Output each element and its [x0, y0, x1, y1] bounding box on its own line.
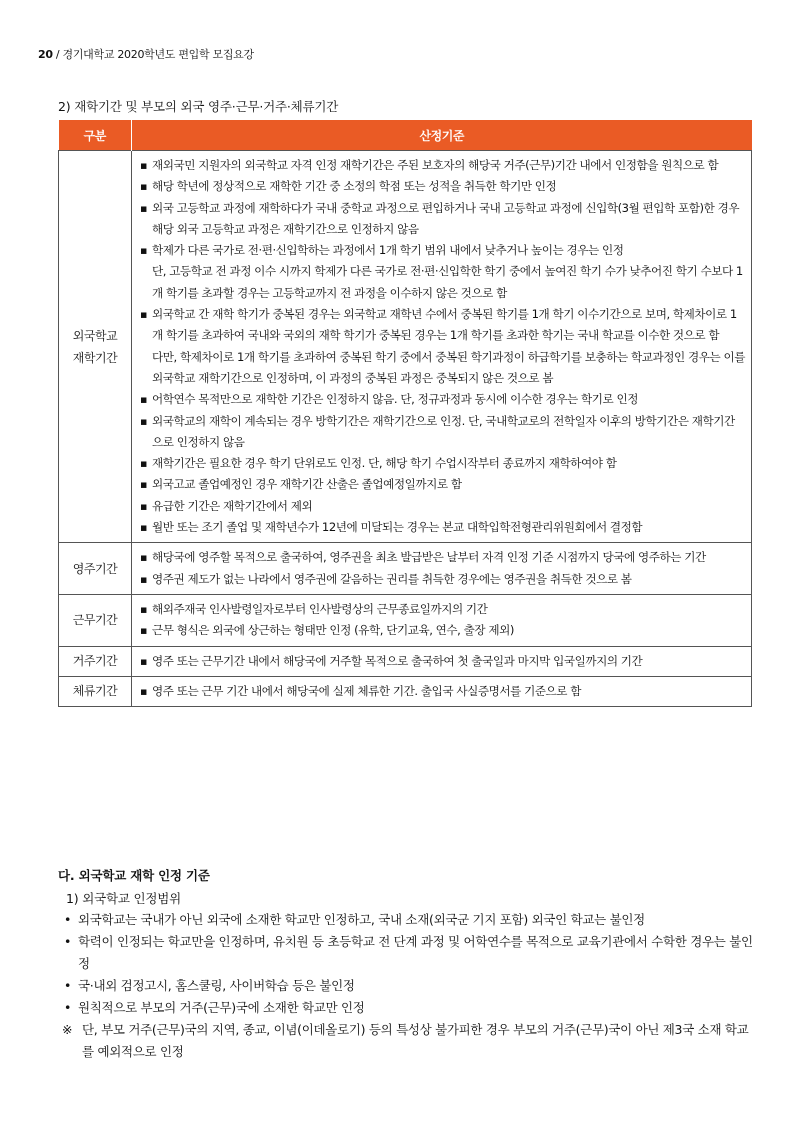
- criteria-text: ▪ 외국고교 졸업예정인 경우 재학기간 산출은 졸업예정일까지로 함: [152, 477, 462, 492]
- list-item: • 학력이 인정되는 학교만을 인정하며, 유치원 등 초등학교 전 단계 과정 및 어학연수를 목적으로 교육기관에서 수학한 경우는 불인정: [62, 931, 756, 975]
- note-text: 단, 부모 거주(근무)국의 지역, 종교, 이념(이데올로기) 등의 특성상 불가피한 경우 부모의 거주(근무)국이 아닌 제3국 소재 학교를 예외적으로 인정: [82, 1022, 749, 1059]
- criteria-text: ▪ 유급한 기간은 재학기간에서 제외: [152, 498, 313, 513]
- list-item: [138, 474, 745, 495]
- header-title: 경기대학교 2020학년도 편입학 모집요강: [62, 48, 254, 61]
- table-row: [59, 594, 752, 646]
- list-item: • 원칙적으로 부모의 거주(근무)국에 소재한 학교만 인정: [62, 997, 756, 1019]
- list-item: [138, 453, 745, 474]
- row-criteria: [132, 676, 752, 706]
- row-category: 영주기간: [59, 543, 132, 595]
- criteria-text: ▪ 영주권 제도가 없는 나라에서 영주권에 갈음하는 권리를 취득한 경우에는 영주권을 취득한 것으로 봄: [152, 571, 632, 586]
- criteria-text: 다만, 학제차이로 1개 학기를 초과하여 중복된 학기 중에서 중복된 학기과정이 하급학기를 보충하는 학교과정인 경우는 이를 외국학교 재학기간으로 인정하며, 이 과정의 중복된 과정은 중복되지 않은 것으로 봄: [152, 349, 745, 385]
- list-item: [138, 155, 745, 176]
- criteria-text: ▪ 해외주재국 인사발령일자로부터 인사발령상의 근무종료일까지의 기간: [152, 601, 488, 616]
- row-category: 외국학교 재학기간: [59, 151, 132, 543]
- list-item: [138, 651, 745, 672]
- criteria-list: [138, 155, 745, 538]
- section2-subtitle: 1) 외국학교 인정범위: [66, 891, 181, 906]
- row-category: 거주기간: [59, 646, 132, 676]
- page-header: [38, 46, 254, 62]
- criteria-list: [138, 547, 745, 590]
- list-item: • 외국학교는 국내가 아닌 외국에 소재한 학교만 인정하고, 국내 소재(외국군 기지 포함) 외국인 학교는 불인정: [62, 909, 756, 931]
- row-criteria: [132, 594, 752, 646]
- section2-title: 다. 외국학교 재학 인정 기준: [58, 868, 210, 883]
- page-number: 20: [38, 48, 53, 61]
- header-separator: /: [55, 48, 60, 61]
- criteria-text: ▪ 재학기간은 필요한 경우 학기 단위로도 인정. 단, 해당 학기 수업시작부터 종료까지 재학하여야 함: [152, 456, 617, 471]
- table-row: [59, 151, 752, 543]
- criteria-table: [58, 120, 752, 707]
- criteria-text: ▪ 영주 또는 근무기간 내에서 해당국에 거주할 목적으로 출국하여 첫 출국일과 마지막 입국일까지의 기간: [152, 653, 643, 668]
- criteria-text: ▪ 월반 또는 조기 졸업 및 재학년수가 12년에 미달되는 경우는 본교 대학입학전형관리위원회에서 결정함: [152, 520, 643, 535]
- criteria-text: ▪ 재외국민 지원자의 외국학교 자격 인정 재학기간은 주된 보호자의 해당국 거주(근무)기간 내에서 인정함을 원칙으로 함: [152, 158, 719, 172]
- list-item: [138, 620, 745, 641]
- criteria-text: ▪ 외국학교의 재학이 계속되는 경우 방학기간은 재학기간으로 인정. 단, 국내학교로의 전학일자 이후의 방학기간은 재학기간으로 인정하지 않음: [152, 413, 735, 449]
- list-item: [138, 389, 745, 410]
- list-item: [138, 599, 745, 620]
- criteria-text: ▪ 학제가 다른 국가로 전·편·신입학하는 과정에서 1개 학기 범위 내에서 낮추거나 높이는 경우는 인정: [152, 243, 624, 258]
- table-header-row: [59, 120, 752, 151]
- row-category: 근무기간: [59, 594, 132, 646]
- list-item: [138, 176, 745, 197]
- list-item: [138, 198, 745, 241]
- row-category: 체류기간: [59, 676, 132, 706]
- header-category: 구분: [59, 120, 132, 151]
- list-item: [138, 547, 745, 568]
- row-criteria: [132, 151, 752, 543]
- list-item: [138, 569, 745, 590]
- criteria-list: [138, 681, 745, 702]
- criteria-list: [138, 599, 745, 642]
- criteria-text: 단, 고등학교 전 과정 이수 시까지 학제가 다른 국가로 전·편·신입학한 학기 중에서 높여진 학기 수가 낮추어진 학기 수보다 1개 학기를 초과할 경우는 고등학교까지 전 과정을 이수하지 않은 것으로 함: [152, 264, 743, 300]
- table-row: [59, 543, 752, 595]
- criteria-text: ▪ 근무 형식은 외국에 상근하는 형태만 인정 (유학, 단기교육, 연수, 출장 제외): [152, 623, 514, 638]
- recognition-list: [62, 909, 756, 1019]
- criteria-text: ▪ 어학연수 목적만으로 재학한 기간은 인정하지 않음. 단, 정규과정과 동시에 이수한 경우는 학기로 인정: [152, 392, 639, 407]
- criteria-text: ▪ 해당 학년에 정상적으로 재학한 기간 중 소정의 학점 또는 성적을 취득한 학기만 인정: [152, 179, 557, 194]
- list-item: [138, 411, 745, 454]
- section-title: 2) 재학기간 및 부모의 외국 영주·근무·거주·체류기간: [58, 99, 339, 114]
- criteria-text: ▪ 해당국에 영주할 목적으로 출국하여, 영주권을 최초 발급받은 날부터 자격 인정 기준 시점까지 당국에 영주하는 기간: [152, 550, 706, 565]
- criteria-text: ▪ 외국학교 간 재학 학기가 중복된 경우는 외국학교 재학년 수에서 중복된 학기를 1개 학기 이수기간으로 보며, 학제차이로 1개 학기를 초과하여 국내와 국외의 재학 학기가 중복된 경우는 1개 학기를 초과한 학기는 국내 학교를 이수한 것으로 함: [152, 307, 737, 343]
- criteria-list: [138, 651, 745, 672]
- criteria-text: ▪ 외국 고등학교 과정에 재학하다가 국내 중학교 과정으로 편입하거나 국내 고등학교 과정에 신입학(3월 편입학 포함)한 경우 해당 외국 고등학교 과정은 재학기간으로 인정하지 않음: [152, 200, 740, 236]
- header-criteria: 산정기준: [132, 120, 752, 151]
- list-item: [138, 681, 745, 702]
- list-item: [138, 496, 745, 517]
- row-criteria: [132, 646, 752, 676]
- note-mark: ※: [62, 1022, 73, 1037]
- list-item: • 국·내외 검정고시, 홈스쿨링, 사이버학습 등은 불인정: [62, 975, 756, 997]
- list-item: [138, 517, 745, 538]
- table-row: [59, 646, 752, 676]
- criteria-text: ▪ 영주 또는 근무 기간 내에서 해당국에 실제 체류한 기간. 출입국 사실증명서를 기준으로 함: [152, 683, 582, 698]
- list-item: [138, 240, 745, 304]
- row-criteria: [132, 543, 752, 595]
- list-item: [138, 304, 745, 389]
- table-row: [59, 676, 752, 706]
- exception-note: [62, 1019, 756, 1063]
